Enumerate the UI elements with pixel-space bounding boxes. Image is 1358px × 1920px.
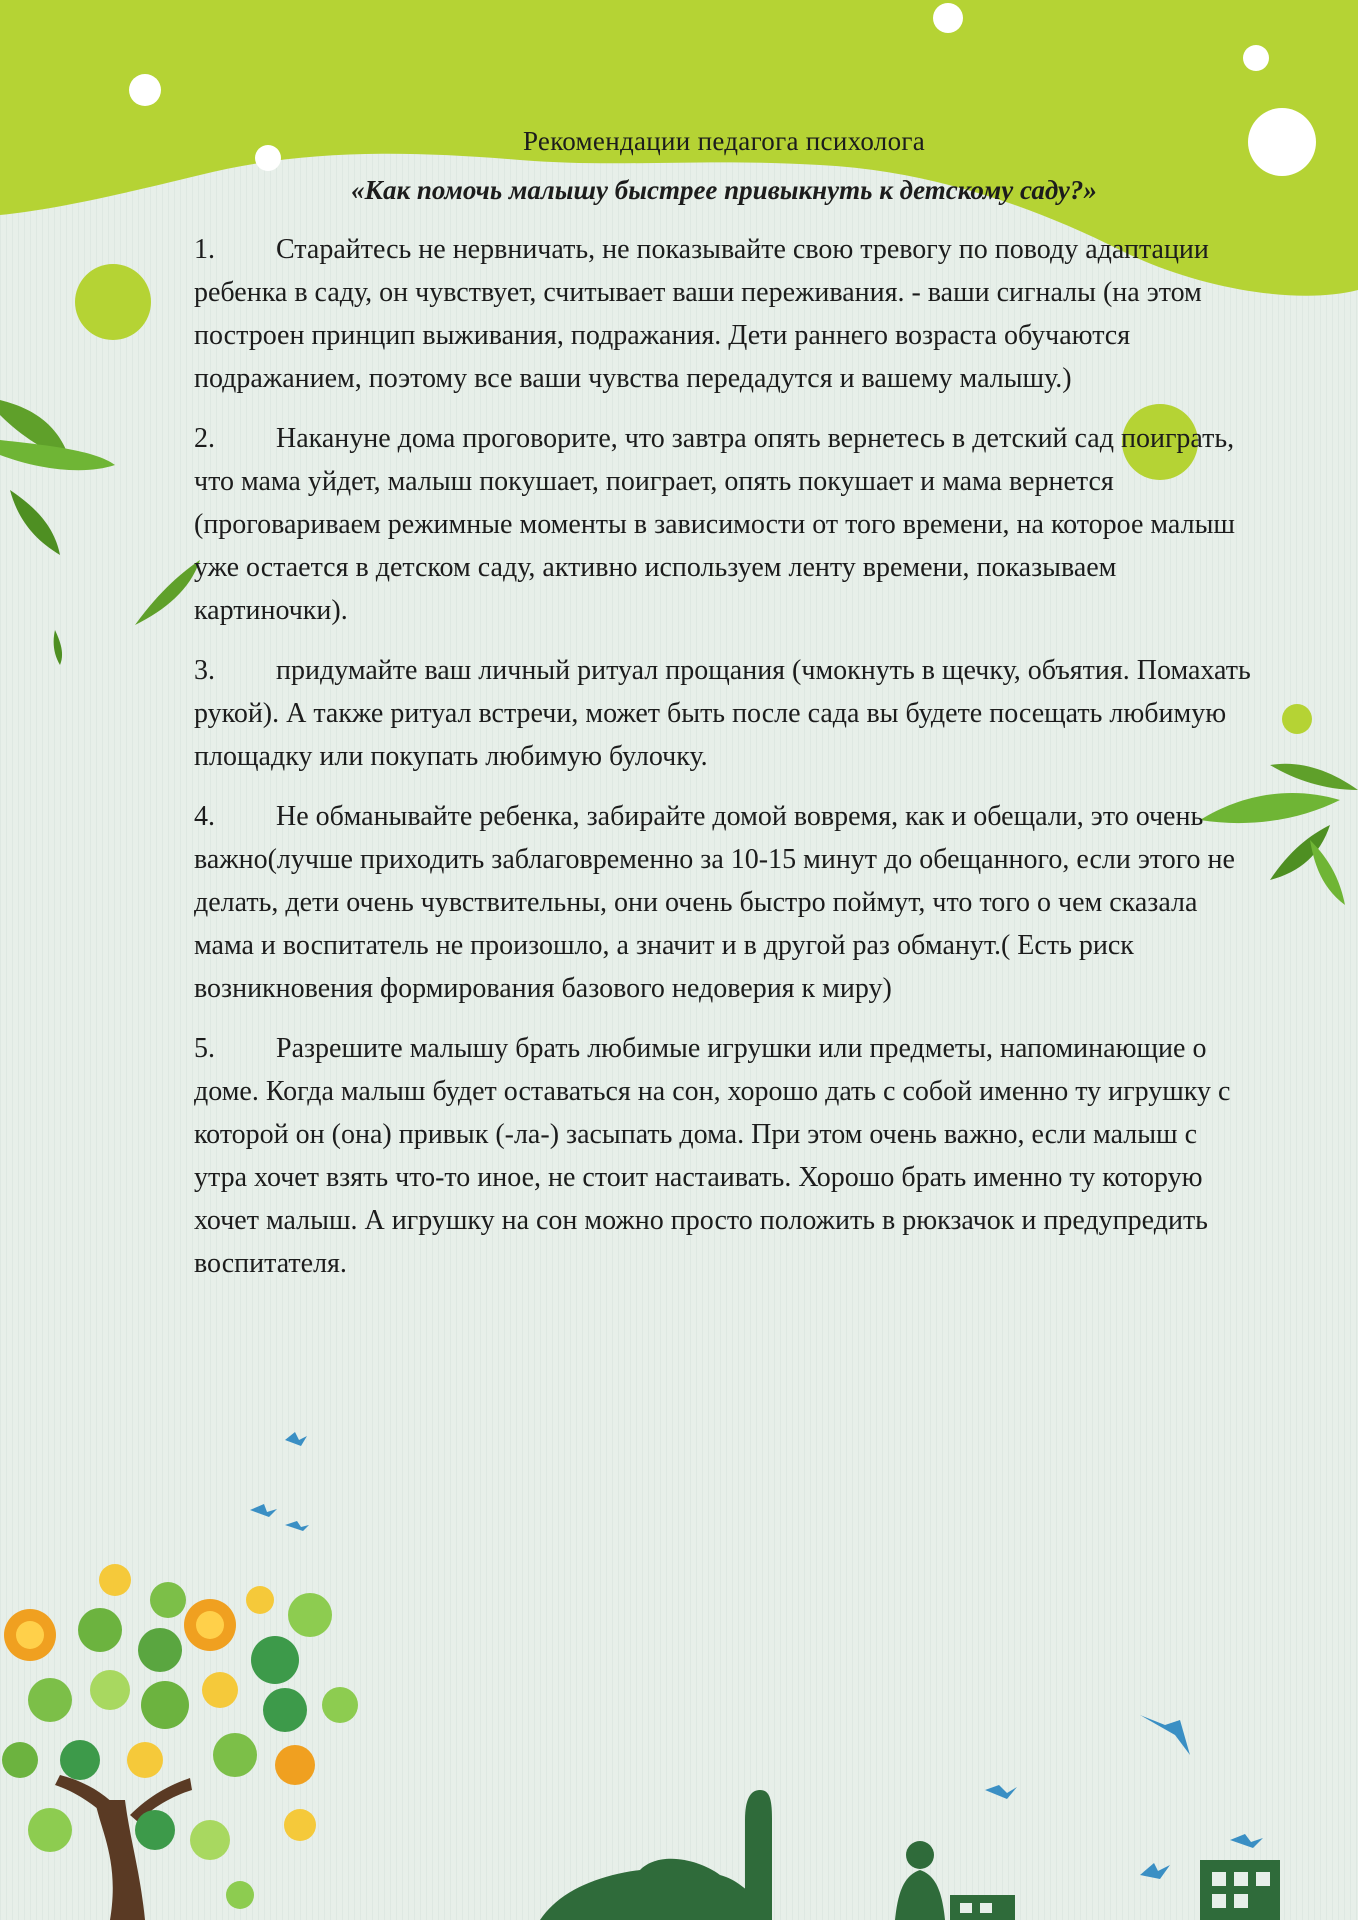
leaf [10,490,60,555]
page-subtitle: «Как помочь малышу быстрее привыкнуть к детскому саду?» [351,175,1097,205]
green-circle [75,264,151,340]
recommendation-item [194,417,1254,632]
leaf [1310,840,1345,905]
document-content [194,126,1254,1302]
bird [1140,1863,1170,1879]
leaf [54,630,62,665]
recommendation-item [194,795,1254,1010]
eco-tree-illustration [2,1564,358,1920]
recommendation-item [194,1027,1254,1285]
bird [285,1432,307,1446]
recommendation-text: Накануне дома проговорите, что завтра опять вернетесь в детский сад поиграть, что мама уйдет, малыш покушает, поиграет, опять покушает и мама вернется (проговариваем режимные моменты в зависимости от того времени, на которое малыш уже остается в детском саду, активно используем ленту времени, показываем картиночки). [194,423,1235,626]
page-title: Рекомендации педагога психолога [522,126,926,156]
bird [1140,1715,1190,1755]
green-circle [1282,704,1312,734]
recommendation-number: 2. [194,423,215,454]
recommendation-item [194,649,1254,778]
bird [250,1504,277,1517]
recommendation-text: Не обманывайте ребенка, забирайте домой вовремя, как и обещали, это очень важно(лучше приходить заблаговременно за 10-15 минут до обещанного, если этого не делать, дети очень чувствительны, они очень быстро поймут, что того о чем сказала мама и воспитатель не произошло, а значит и в другой раз обманут.( Есть риск возникновения формирования базового недоверия к миру) [194,801,1235,1004]
bird [1230,1834,1263,1848]
leaf [135,560,200,625]
bubble [129,74,161,106]
recommendation-number: 3. [194,655,215,686]
recommendation-text: Разрешите малышу брать любимые игрушки или предметы, напоминающие о доме. Когда малыш будет оставаться на сон, хорошо дать с собой именно ту игрушку с которой он (она) привык (-ла-) засыпать дома. При этом очень важно, если малыш с утра хочет взять что-то иное, не стоит настаивать. Хорошо брать именно ту которую хочет малыш. А игрушку на сон можно просто положить в рюкзачок и предупредить воспитателя. [194,1033,1231,1279]
bubble [1243,45,1269,71]
recommendation-number: 4. [194,801,215,832]
recommendation-item [194,228,1254,400]
recommendation-number: 5. [194,1033,215,1064]
bubble [1248,108,1316,176]
bubble [933,3,963,33]
bird [985,1785,1017,1799]
recommendation-number: 1. [194,234,215,265]
recommendation-text: Старайтесь не нервничать, не показывайте свою тревогу по поводу адаптации ребенка в саду, он чувствует, считывает ваши переживания. - ваши сигналы (на этом построен принцип выживания, подражания. Дети раннего возраста обучаются подражанием, поэтому все ваши чувства передадутся и вашему малышу.) [194,234,1209,394]
silhouettes-illustration [540,1790,1280,1920]
leaf [1270,764,1358,790]
bird [285,1521,309,1531]
recommendation-text: придумайте ваш личный ритуал прощания (чмокнуть в щечку, объятия. Помахать рукой). А также ритуал встречи, может быть после сада вы будете посещать любимую площадку или покупать любимую булочку. [194,655,1251,772]
